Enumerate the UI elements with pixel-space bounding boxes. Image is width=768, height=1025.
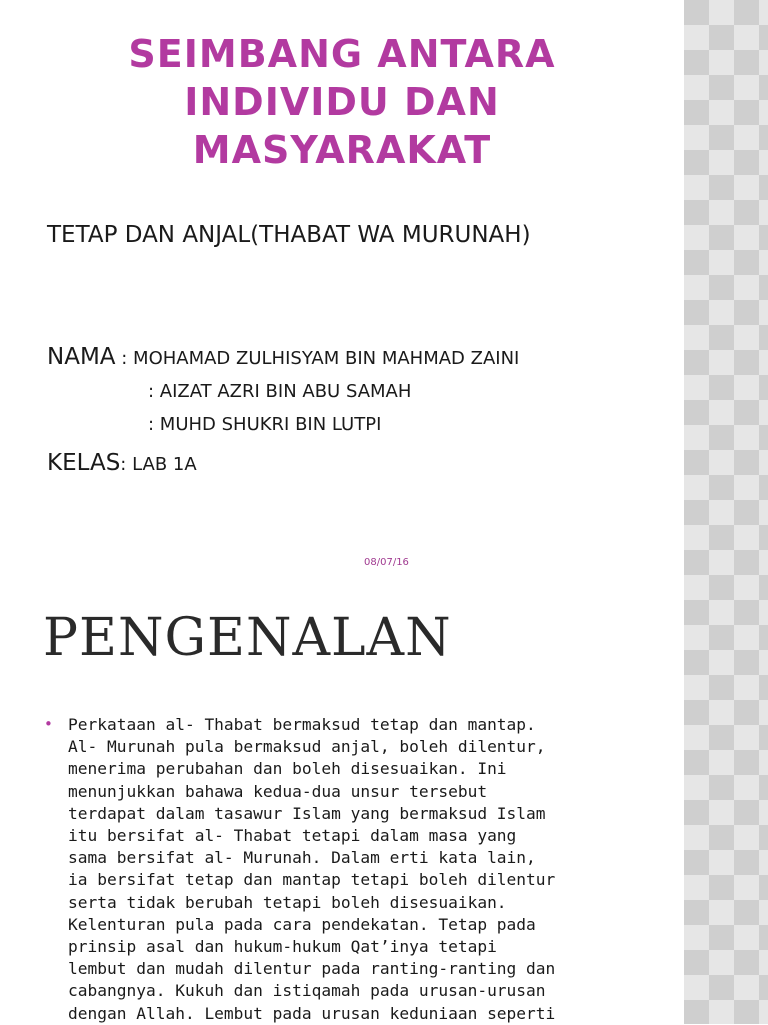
member-row-3 bbox=[148, 414, 381, 435]
member-name-3: : MUHD SHUKRI BIN LUTPI bbox=[148, 414, 382, 435]
kelas-label: KELAS bbox=[47, 450, 121, 476]
member-row-1 bbox=[47, 344, 519, 370]
decorative-sidebar bbox=[684, 0, 768, 1024]
body-line-5: terdapat dalam tasawur Islam yang bermaksud Islam bbox=[68, 803, 546, 823]
body-line-10: Kelenturan pula pada cara pendekatan. Tetap pada bbox=[68, 914, 536, 934]
bullet-list bbox=[44, 714, 644, 1025]
member-name-2: : AIZAT AZRI BIN ABU SAMAH bbox=[148, 381, 412, 402]
slide-pengenalan bbox=[0, 590, 684, 1024]
title-line-2: INDIVIDU DAN bbox=[184, 80, 500, 124]
body-line-12: lembut dan mudah dilentur pada ranting-ranting dan bbox=[68, 959, 556, 979]
body-line-6: itu bersifat al- Thabat tetapi dalam masa yang bbox=[68, 826, 517, 846]
bullet-icon: • bbox=[44, 715, 53, 733]
body-line-4: menunjukkan bahawa kedua-dua unsur tersebut bbox=[68, 781, 488, 801]
body-line-3: menerima perubahan dan boleh disesuaikan. Ini bbox=[68, 759, 507, 779]
member-row-2 bbox=[148, 381, 411, 402]
list-item bbox=[44, 714, 644, 1025]
kelas-row bbox=[47, 450, 197, 476]
body-line-11: prinsip asal dan hukum-hukum Qat’inya tetapi bbox=[68, 937, 497, 957]
body-line-7: sama bersifat al- Murunah. Dalam erti kata lain, bbox=[68, 848, 536, 868]
body-line-9: serta tidak berubah tetapi boleh disesuaikan. bbox=[68, 892, 507, 912]
body-line-2: Al- Murunah pula bermaksud anjal, boleh dilentur, bbox=[68, 737, 546, 757]
body-line-8: ia bersifat tetap dan mantap tetapi boleh dilentur bbox=[68, 870, 556, 890]
member-name-1: : MOHAMAD ZULHISYAM BIN MAHMAD ZAINI bbox=[115, 348, 520, 369]
title-line-1: SEIMBANG ANTARA bbox=[128, 32, 556, 76]
slide-subtitle: TETAP DAN ANJAL(THABAT WA MURUNAH) bbox=[47, 222, 531, 248]
nama-label: NAMA bbox=[47, 344, 116, 370]
title-line-3: MASYARAKAT bbox=[192, 128, 492, 172]
section-heading: PENGENALAN bbox=[43, 608, 452, 668]
body-line-14: dengan Allah. Lembut pada urusan keduniaan seperti bbox=[68, 1003, 556, 1023]
slide-date: 08/07/16 bbox=[364, 557, 409, 568]
slide-title-heading bbox=[60, 30, 624, 174]
body-line-13: cabangnya. Kukuh dan istiqamah pada urusan-urusan bbox=[68, 981, 546, 1001]
kelas-value: : LAB 1A bbox=[120, 454, 197, 475]
body-line-1: Perkataan al- Thabat bermaksud tetap dan mantap. bbox=[68, 715, 536, 734]
